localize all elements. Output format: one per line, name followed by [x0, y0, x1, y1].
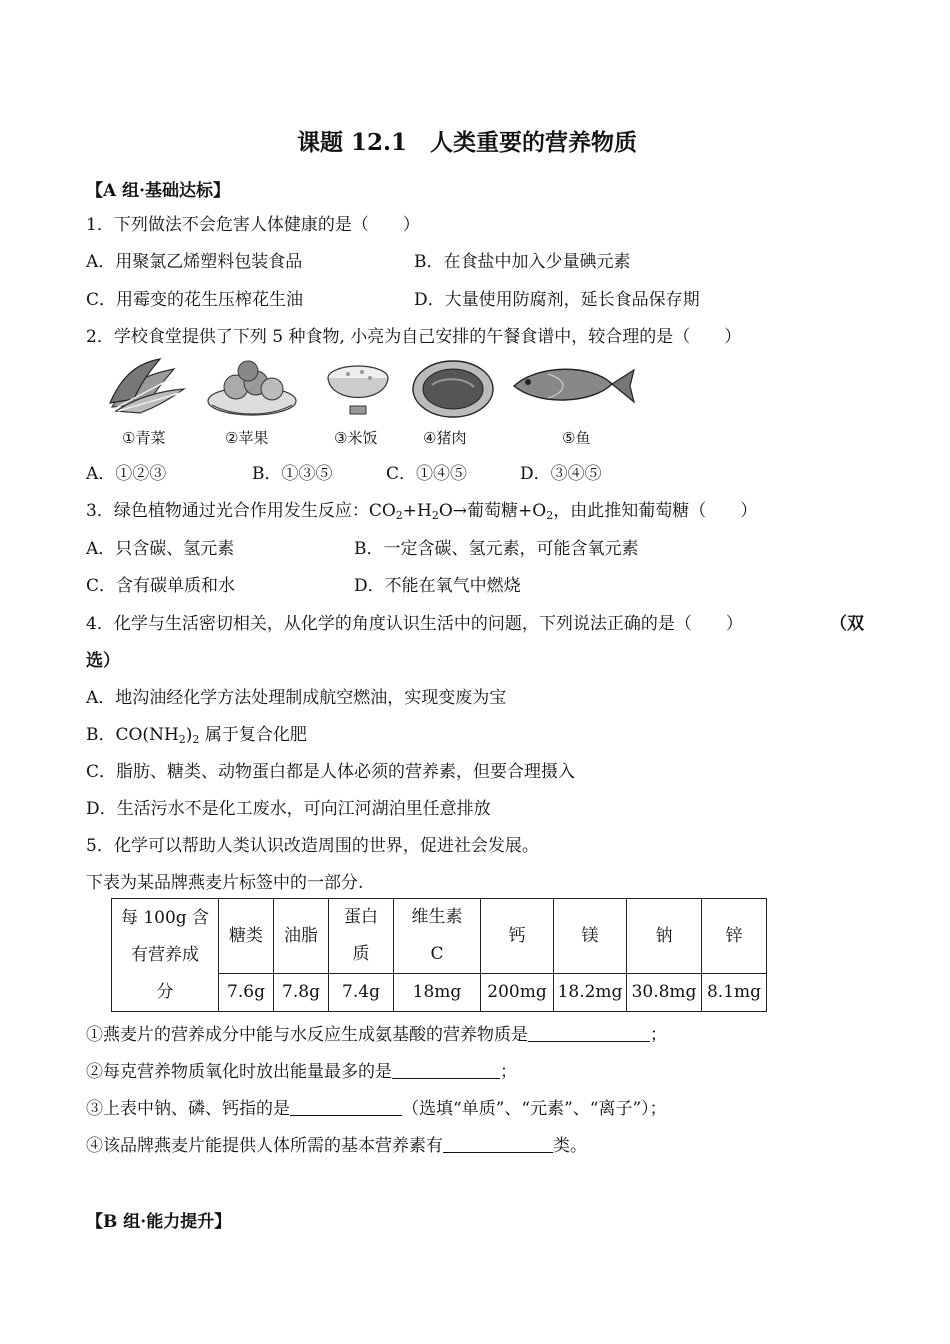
question-5-stem: 5．化学可以帮助人类认识改造周围的世界，促进社会发展。	[86, 836, 539, 856]
question-2-option-b: B．①③⑤	[252, 464, 333, 484]
question-4-double-select-tag: （双	[830, 614, 864, 634]
apple-plate-image	[204, 355, 300, 421]
question-1-stem: 1．下列做法不会危害人体健康的是（ ）	[86, 215, 420, 235]
question-3-option-d: D．不能在氧气中燃烧	[354, 576, 521, 596]
table-row	[112, 899, 767, 974]
table-cell: 7.4g	[329, 974, 394, 1012]
table-col-header: 维生素 C	[394, 899, 481, 974]
table-cell: 18mg	[394, 974, 481, 1012]
answer-blank[interactable]	[290, 1099, 402, 1116]
table-col-header: 油脂	[274, 899, 329, 974]
question-5-intro: 下表为某品牌燕麦片标签中的一部分.	[86, 873, 364, 893]
nutrition-table	[111, 898, 767, 1012]
food-caption-3: ③米饭	[334, 429, 378, 447]
question-3-option-a: A．只含碳、氢元素	[86, 539, 235, 559]
question-1-option-c: C．用霉变的花生压榨花生油	[86, 290, 304, 310]
question-5-sub-4: ④该品牌燕麦片能提供人体所需的基本营养素有 类。	[86, 1136, 587, 1156]
section-heading-b: 【B 组·能力提升】	[86, 1212, 232, 1232]
table-col-header: 钠	[627, 899, 702, 974]
table-cell: 200mg	[481, 974, 554, 1012]
question-4-option-c: C．脂肪、糖类、动物蛋白都是人体必须的营养素，但要合理摄入	[86, 762, 576, 782]
table-cell: 7.6g	[219, 974, 274, 1012]
question-4-double-select-tag-cont: 选）	[86, 651, 120, 671]
question-1-option-a: A．用聚氯乙烯塑料包装食品	[86, 252, 303, 272]
food-caption-4: ④猪肉	[423, 429, 467, 447]
section-heading-a: 【A 组·基础达标】	[86, 181, 231, 201]
question-1-option-d: D．大量使用防腐剂，延长食品保存期	[414, 290, 700, 310]
rice-bowl-image	[322, 356, 394, 422]
question-4-option-a: A．地沟油经化学方法处理制成航空燃油，实现变废为宝	[86, 688, 507, 708]
table-col-header: 钙	[481, 899, 554, 974]
question-4-stem: 4．化学与生活密切相关，从化学的角度认识生活中的问题，下列说法正确的是（ ）	[86, 614, 743, 634]
question-2-stem: 2．学校食堂提供了下列 5 种食物, 小亮为自己安排的午餐食谱中，较合理的是（ ）	[86, 327, 742, 347]
bok-choy-image	[104, 355, 188, 421]
table-col-header: 镁	[554, 899, 627, 974]
table-col-header: 糖类	[219, 899, 274, 974]
fish-image	[508, 360, 636, 410]
food-caption-2: ②苹果	[225, 429, 269, 447]
question-1-option-b: B．在食盐中加入少量碘元素	[414, 252, 631, 272]
page-title: 课题 12.1 人类重要的营养物质	[297, 129, 638, 156]
question-3-stem: 3．绿色植物通过光合作用发生反应：$CO_2+H_2O\to$葡萄糖$+O_2$，由此推知葡萄糖（ ）	[86, 501, 758, 522]
table-cell: 30.8mg	[627, 974, 702, 1012]
answer-blank[interactable]	[528, 1025, 650, 1042]
question-3-option-c: C．含有碳单质和水	[86, 576, 236, 596]
food-caption-5: ⑤鱼	[562, 429, 591, 447]
question-3-option-b: B．一定含碳、氢元素，可能含氧元素	[354, 539, 639, 559]
answer-blank[interactable]	[392, 1062, 500, 1079]
question-2-option-d: D．③④⑤	[520, 464, 602, 484]
question-4-option-d: D．生活污水不是化工废水，可向江河湖泊里任意排放	[86, 799, 491, 819]
answer-blank[interactable]	[443, 1136, 553, 1153]
question-5-sub-3: ③上表中钠、磷、钙指的是 （选填“单质”、“元素”、“离子”）；	[86, 1099, 667, 1119]
table-cell: 8.1mg	[702, 974, 767, 1012]
table-cell: 18.2mg	[554, 974, 627, 1012]
question-4-option-b: B．$CO(NH_2)_2$ 属于复合化肥	[86, 725, 307, 746]
question-2-option-c: C．①④⑤	[386, 464, 468, 484]
question-5-sub-1: ①燕麦片的营养成分中能与水反应生成氨基酸的营养物质是 ；	[86, 1025, 667, 1045]
food-caption-1: ①青菜	[122, 429, 166, 447]
pork-plate-image	[410, 355, 496, 421]
table-col-header: 锌	[702, 899, 767, 974]
table-col-header: 蛋白 质	[329, 899, 394, 974]
question-2-option-a: A．①②③	[86, 464, 167, 484]
table-header-cell: 每 100g 含 有营养成 分	[112, 899, 219, 1012]
table-cell: 7.8g	[274, 974, 329, 1012]
question-5-sub-2: ②每克营养物质氧化时放出能量最多的是 ；	[86, 1062, 517, 1082]
